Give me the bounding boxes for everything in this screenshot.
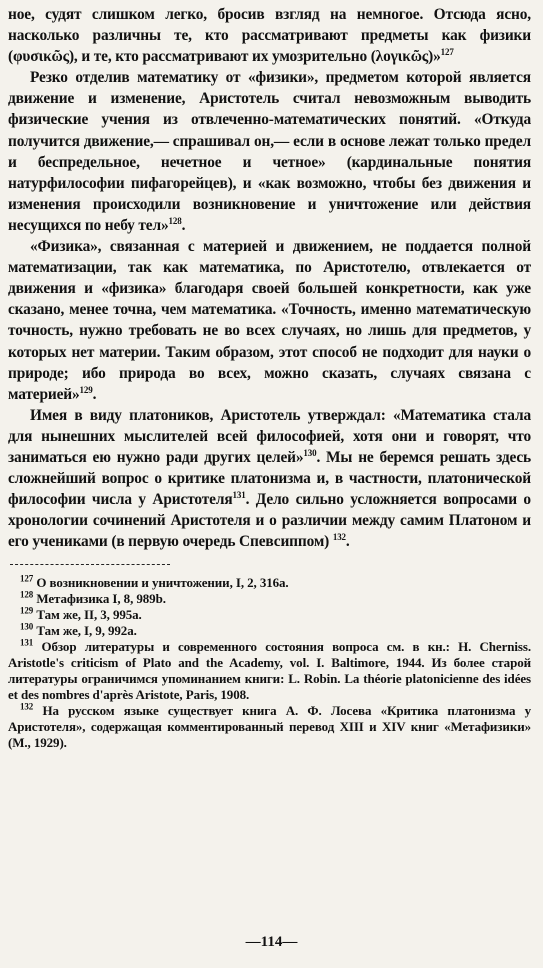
paragraph-4: Имея в виду платоников, Аристотель утверждал: «Математика стала для нынешних мыслителей всей философией, хотя они и говорят, что заниматься ею нужно ради других целей»$^{130}$. Мы не беремся решать здесь сложнейший вопрос о критике платонизма и, в частности, платонической философии числа у Аристотеля$^{131}$. Дело сильно усложняется вопросами о хронологии сочинений Аристотеля и о различии между самим Платоном и его учениками (в первую очередь Спевсиппом) $^{132}$. [8,406,531,551]
footnote-ref: 132 [332,532,346,543]
footnote-ref: 130 [303,447,317,458]
paragraph-1 [8,4,531,67]
footnote-128 [8,591,531,607]
footnote-text: О возникновении и уничтожении, I, 2, 316a. [36,575,289,591]
paragraph-2: Резко отделив математику от «физики», предметом которой является движение и изменение, Аристотель считал невозможным выводить физические учения из отвлеченно-математических понятий. «Откуда получится движение,— спрашивал он,— если в основе лежат только предел и беспредельное, нечетное и четное» (кардинальные понятия натурфилософии пифагорейцев), и «как возможно, чтобы без движения и изменения происходили возникновение и уничтожение или действия несущихся по небу тел»$^{128}$. [8,69,531,234]
footnote-129 [8,607,531,623]
footnote-text: Метафизика I, 8, 989b. [36,591,166,607]
page-number: —114— [245,934,298,950]
paragraph-text: . Дело сильно усложняется вопросами о хронологии сочинений Аристотеля и о различии между самим Платоном и его учениками (в первую очередь Спевсиппом) [8,491,531,551]
footnote-ref: 131 [232,490,246,501]
footnote-separator [10,564,170,565]
footnote-131 [8,639,531,703]
footnote-number: 130 [20,621,34,632]
paragraph-3: «Физика», связанная с материей и движением, не поддается полной математизации, так как математика, по Аристотелю, отвлекается от движения и «физика» благодаря своей большей конкретности, как уже сказано, менее точна, чем математика. «Точность, именно математическую точность, нужно требовать не во всех случаях, но лишь для предметов, у которых нет материи. Таким образом, этот способ не подходит для науки о природе; ибо природа во всех, можно сказать, случаях связана с материей»$^{129}$. [8,238,531,403]
footnote-text: На русском языке существует книга А. Ф. Лосева «Критика платонизма у Аристотеля», содержащая комментированный перевод XIII и XIV книг «Метафизики» (М., 1929). [8,702,531,750]
footnote-text: Там же, I, 9, 992a. [36,623,137,639]
footnotes [8,575,531,750]
footnote-127 [8,575,531,591]
paragraph-text: . Мы не беремся решать здесь сложнейший вопрос о критике платонизма и, в частности, платонической философии числа у Аристотеля [8,448,531,509]
footnote-ref: 128 [168,215,182,226]
footnote-number: 127 [20,574,34,585]
footnote-number: 131 [20,637,34,648]
paragraph-text: «Физика», связанная с материей и движением, не поддается полной математизации, так как математика, по Аристотелю, отвлекается от движения и «физика» благодаря своей большей конкретности, как уже сказано, менее точна, чем математика. «Точность, именно математическую точность, нужно требовать не во всех случаях, но лишь для предметов, у которых нет материи. Таким образом, этот способ не подходит для науки о природе; ибо природа во всех, можно сказать, случаях связана с материей» [8,238,531,403]
paragraph-text: Имея в виду платоников, Аристотель утверждал: «Математика стала для нынешних мыслителей всей философией, хотя они и говорят, что заниматься ею нужно ради других целей» [8,406,531,466]
footnote-number: 132 [20,701,34,712]
footnote-text: Обзор литературы и современного состояния вопроса см. в кн.: H. Cherniss. Aristotle's criticism of Plato and the Academy, vol. I. Baltimore, 1944. Из более старой литературы ограничимся упоминанием книги: L. Robin. La théorie platonicienne des idées et des nombres d'après Aristote, Paris, 1908. [8,639,531,702]
footnote-130 [8,623,531,639]
footnote-ref: 127 [440,47,454,58]
footnote-ref: 129 [79,384,93,395]
footnote-number: 128 [20,590,34,601]
paragraph-text: Резко отделив математику от «физики», предметом которой является движение и изменение, Аристотель считал невозможным выводить физические учения из отвлеченно-математических понятий. «Откуда получится движение,— спрашивал он,— если в основе лежат только предел и беспредельное, нечетное и четное» (кардинальные понятия натурфилософии пифагорейцев), и «как возможно, чтобы без движения и изменения происходили возникновение и уничтожение или действия несущихся по небу тел» [8,69,531,234]
footnote-text: Там же, II, 3, 995a. [36,607,142,623]
footnote-number: 129 [20,605,34,616]
footnote-132 [8,703,531,751]
paragraph-text: ное, судят слишком легко, бросив взгляд на немногое. Отсюда ясно, насколько различны те, кто рассматривают предметы как физики (φυσικῶς), и те, кто рассматривают их умозрительно (λογικῶς)» [8,6,531,66]
